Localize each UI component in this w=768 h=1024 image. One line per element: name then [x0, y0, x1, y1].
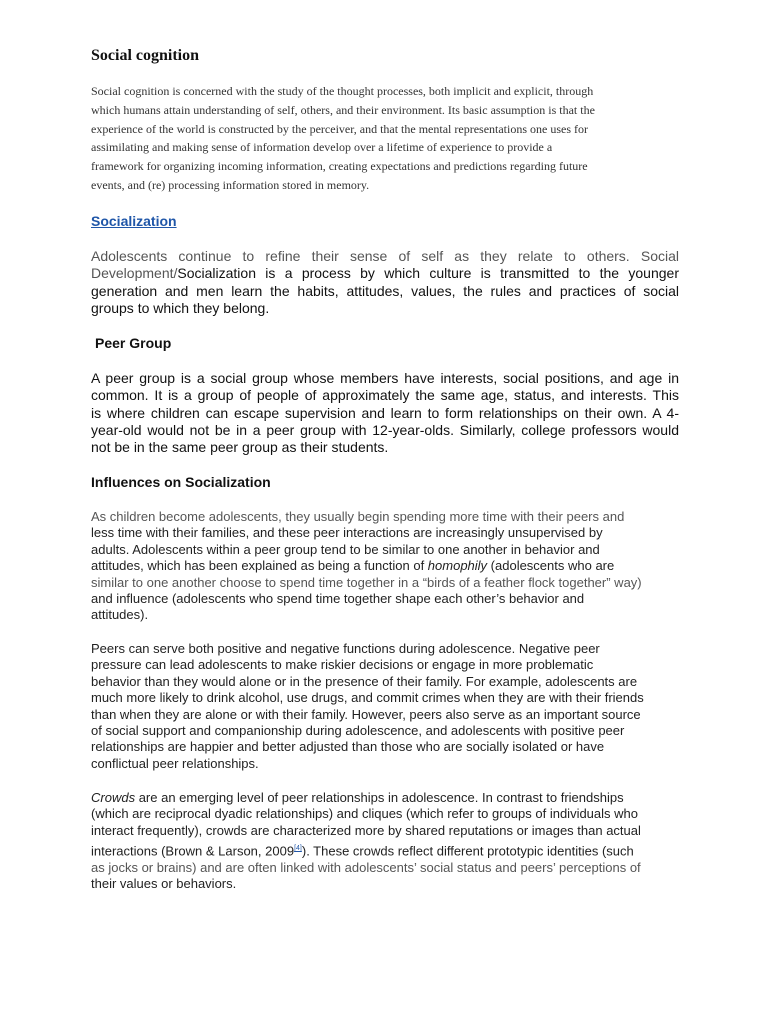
- text-fragment: Socialization is a process by which culture is transmitted to the younger: [177, 265, 679, 282]
- text-line: year-old would not be in a peer group with 12-year-olds. Similarly, college professors would: [91, 421, 679, 438]
- text-line: similar to one another choose to spend time together in a “birds of a feather flock together” way): [91, 574, 642, 590]
- text-line: framework for organizing incoming information, creating expectations and predictions regarding future: [91, 159, 588, 174]
- text-line: and influence (adolescents who spend time together shape each other’s behavior and: [91, 591, 585, 607]
- text-line: Peers can serve both positive and negative functions during adolescence. Negative peer: [91, 641, 600, 656]
- text-line: much more likely to drink alcohol, use drugs, and commit crimes when they are with their friends: [91, 690, 644, 706]
- text-line: events, and (re) processing information stored in memory.: [91, 177, 370, 192]
- text-line: common. It is a group of people of approximately the same age, status, and interests. This: [91, 387, 679, 404]
- paragraph-peer-group: [91, 370, 679, 456]
- text-line: [91, 265, 679, 282]
- term-homophily: homophily: [427, 558, 488, 574]
- text-line: A peer group is a social group whose members have interests, social positions, and age in: [91, 370, 679, 386]
- text-line: experience of the world is constructed by the perceiver, and that the mental representations one uses for: [91, 121, 588, 136]
- text-line: pressure can lead adolescents to make riskier decisions or engage in more problematic: [91, 657, 594, 673]
- paragraph-influences-3: [91, 790, 683, 893]
- text-line: is where children can escape supervision and learn to form relationships on their own. A 4-: [91, 404, 679, 421]
- paragraph-socialization: [91, 248, 679, 317]
- paragraph-social-cognition: [91, 82, 683, 195]
- text-line: of social support and companionship during adolescence, and adolescents with positive peer: [91, 723, 625, 739]
- text-line: than when they are alone or with their family. However, peers also serve as an important source: [91, 706, 641, 722]
- text-line: generation and men learn the habits, attitudes, values, the rules and practices of social: [91, 282, 679, 299]
- text-line: which humans attain understanding of self, others, and their environment. Its basic assumption is that the: [91, 102, 595, 117]
- text-line: groups to which they belong.: [91, 299, 270, 316]
- text-fragment: Development/: [91, 265, 178, 282]
- text-line: assimilating and making sense of information develop over a lifetime of experience to provide a: [91, 140, 553, 155]
- text-fragment: (adolescents who are: [487, 558, 615, 574]
- text-fragment: ). These crowds reflect different prototypic identities (such: [301, 843, 634, 859]
- text-line: interact frequently), crowds are characterized more by shared reputations or images than actual: [91, 822, 641, 838]
- text-line: less time with their families, and these peer interactions are increasingly unsupervised by: [91, 525, 603, 541]
- text-line: (which are reciprocal dyadic relationships) and cliques (which refer to groups of individuals who: [91, 806, 638, 822]
- text-line: their values or behaviors.: [91, 876, 237, 892]
- paragraph-influences-2: [91, 641, 683, 772]
- text-line: As children become adolescents, they usually begin spending more time with their peers and: [91, 509, 625, 524]
- paragraph-influences-1: [91, 509, 683, 624]
- citation-link[interactable]: [4]: [294, 845, 302, 853]
- text-line: [91, 558, 683, 574]
- text-line: as jocks or brains) and are often linked with adolescents’ social status and peers’ perceptions of: [91, 859, 641, 875]
- text-fragment: interactions (Brown & Larson, 2009: [91, 843, 295, 859]
- text-line: attitudes).: [91, 607, 149, 623]
- text-line: Social cognition is concerned with the study of the thought processes, both implicit and explicit, through: [91, 84, 594, 98]
- text-fragment: attitudes, which has been explained as being a function of: [91, 558, 428, 574]
- text-fragment: are an emerging level of peer relationships in adolescence. In contrast to friendships: [135, 790, 624, 805]
- text-line: adults. Adolescents within a peer group tend to be similar to one another in behavior and: [91, 541, 600, 557]
- link-socialization[interactable]: Socialization: [91, 213, 177, 229]
- text-line: behavior than they would alone or in the presence of their family. For example, adolescents are: [91, 673, 638, 689]
- text-line: [91, 841, 683, 860]
- text-line: relationships are happier and better adjusted than those who are socially isolated or have: [91, 739, 605, 755]
- text-line: not be in the same peer group as their students.: [91, 439, 389, 456]
- text-line: [91, 790, 683, 806]
- heading-social-cognition: Social cognition: [91, 47, 200, 64]
- text-line: conflictual peer relationships.: [91, 755, 259, 771]
- term-crowds: Crowds: [91, 790, 136, 805]
- heading-peer-group: Peer Group: [95, 335, 172, 351]
- text-line: Adolescents continue to refine their sense of self as they relate to others. Social: [91, 248, 679, 264]
- heading-influences-on-socialization: Influences on Socialization: [91, 474, 271, 490]
